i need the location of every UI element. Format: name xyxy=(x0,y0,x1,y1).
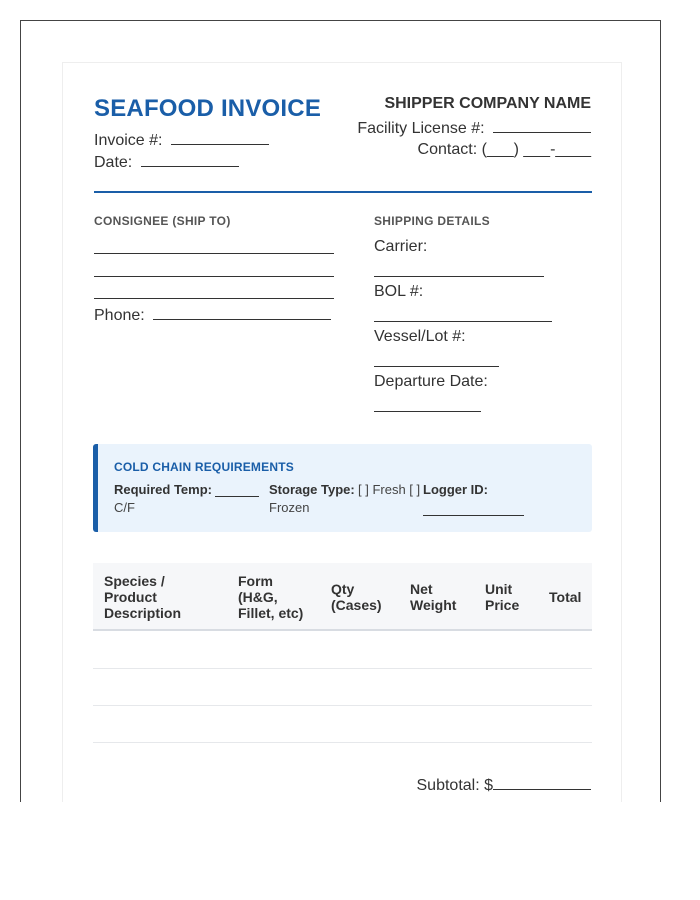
page-frame xyxy=(20,20,661,802)
consignee-line-1[interactable] xyxy=(94,253,334,254)
bol-label: BOL #: xyxy=(374,283,424,300)
temp-units: C/F xyxy=(114,500,135,515)
table-row[interactable] xyxy=(93,742,592,743)
consignee-heading: CONSIGNEE (SHIP TO) xyxy=(94,214,231,228)
phone-blank[interactable] xyxy=(153,305,331,320)
storage-type-options[interactable]: [ ] Fresh [ ] xyxy=(358,482,421,497)
logger-id-label: Logger ID: xyxy=(423,482,488,497)
invoice-number-blank[interactable] xyxy=(171,130,269,145)
phone-label: Phone: xyxy=(94,307,145,324)
col-net-weight: Net Weight xyxy=(410,581,457,613)
phone-field[interactable] xyxy=(94,305,331,325)
vessel-lot-label: Vessel/Lot #: xyxy=(374,328,466,345)
shipper-company-name: SHIPPER COMPANY NAME xyxy=(384,95,591,112)
contact-field[interactable]: Contact: (___) ___-____ xyxy=(417,141,591,158)
departure-date-blank[interactable] xyxy=(374,411,481,412)
invoice-title: SEAFOOD INVOICE xyxy=(94,95,322,122)
col-total: Total xyxy=(549,589,582,605)
facility-license-field[interactable] xyxy=(357,118,591,138)
carrier-blank[interactable] xyxy=(374,276,544,277)
date-label: Date: xyxy=(94,154,133,171)
storage-type-frozen[interactable]: Frozen xyxy=(269,500,310,515)
required-temp-blank[interactable] xyxy=(215,496,259,497)
facility-license-blank[interactable] xyxy=(493,118,591,133)
col-form: Form (H&G, Fillet, etc) xyxy=(238,573,304,621)
logger-id-blank[interactable] xyxy=(423,515,524,516)
required-temp-label: Required Temp: xyxy=(114,482,212,497)
col-species: Species / Product Description xyxy=(104,573,182,621)
header-divider xyxy=(94,191,592,193)
col-qty: Qty (Cases) xyxy=(331,581,382,613)
subtotal-blank[interactable] xyxy=(493,775,591,790)
date-blank[interactable] xyxy=(141,152,239,167)
col-unit-price: Unit Price xyxy=(485,581,520,613)
invoice-sheet xyxy=(62,62,622,802)
consignee-line-2[interactable] xyxy=(94,276,334,277)
vessel-lot-blank[interactable] xyxy=(374,366,499,367)
consignee-line-3[interactable] xyxy=(94,298,334,299)
table-row[interactable] xyxy=(93,705,592,706)
carrier-label: Carrier: xyxy=(374,238,428,255)
cold-chain-heading: COLD CHAIN REQUIREMENTS xyxy=(114,460,294,474)
bol-blank[interactable] xyxy=(374,321,552,322)
invoice-number-field[interactable] xyxy=(94,130,269,150)
invoice-number-label: Invoice #: xyxy=(94,132,163,149)
storage-type-label: Storage Type: xyxy=(269,482,355,497)
table-row[interactable] xyxy=(93,668,592,669)
items-table-header xyxy=(93,563,592,631)
facility-license-label: Facility License #: xyxy=(357,120,485,137)
departure-date-label: Departure Date: xyxy=(374,373,488,390)
subtotal-label: Subtotal: $ xyxy=(416,777,493,794)
date-field[interactable] xyxy=(94,152,239,172)
shipping-details-heading: SHIPPING DETAILS xyxy=(374,214,490,228)
subtotal-field[interactable] xyxy=(417,775,592,795)
cold-chain-box xyxy=(93,444,592,532)
